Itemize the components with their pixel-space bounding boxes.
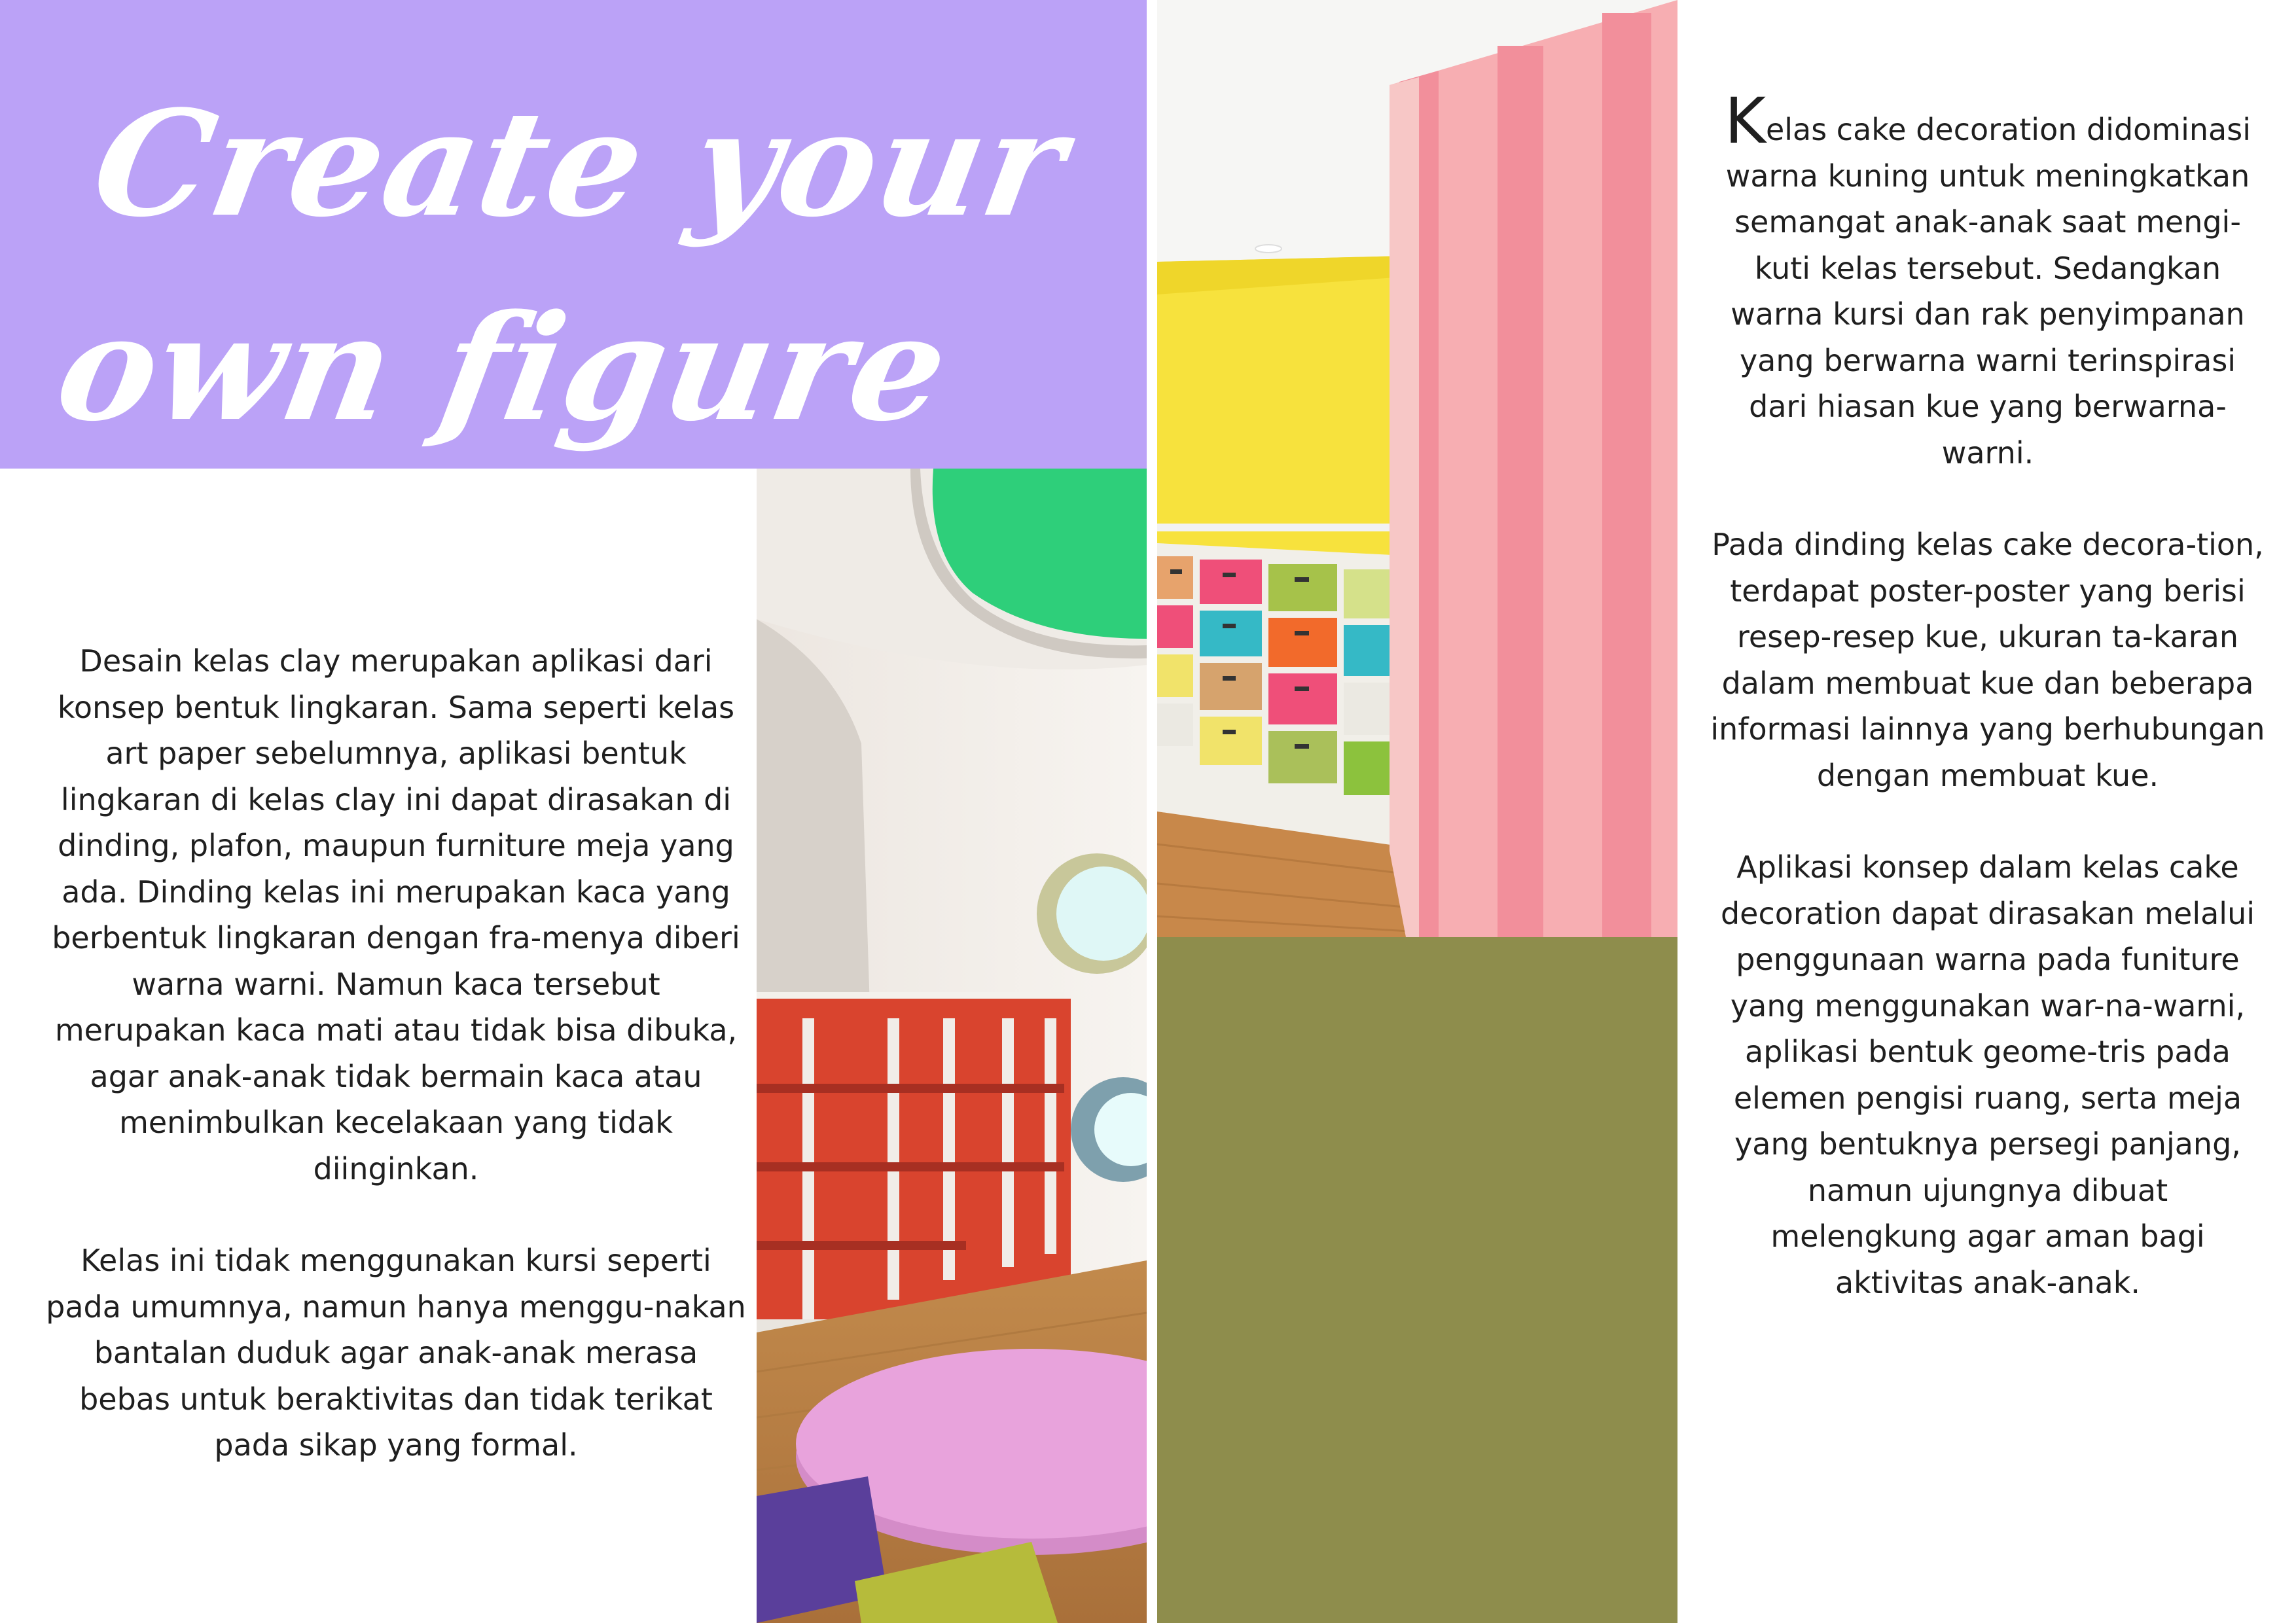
cake-paragraph-3: Aplikasi konsep dalam kelas cake decoration dapat dirasakan melalui penggunaan warna pada funiture yang menggunakan war-na-warni, aplikasi bentuk geome-tris pada elemen pengisi ruang, serta meja yang bentuknya persegi panjang, namun ujungnya dibuat melengkung agar aman bagi aktivitas anak-anak. xyxy=(1720,849,2255,1300)
clay-class-description xyxy=(46,638,746,1514)
clay-paragraph-1: Desain kelas clay merupakan aplikasi dari konsep bentuk lingkaran. Sama seperti kelas art paper sebelumnya, aplikasi bentuk lingkaran di kelas clay ini dapat dirasakan di dinding, plafon, maupun furniture meja yang ada. Dinding kelas ini merupakan kaca yang berbentuk lingkaran dengan fra-menya diberi warna warni. Namun kaca tersebut merupakan kaca mati atau tidak bisa dibuka, agar anak-anak tidak bermain kaca atau menimbulkan kecelakaan yang tidak diinginkan. xyxy=(52,643,740,1186)
page-title xyxy=(43,62,1136,471)
clay-paragraph-2: Kelas ini tidak menggunakan kursi seperti pada umumnya, namun hanya menggu-nakan bantalan duduk agar anak-anak merasa bebas untuk beraktivitas dan tidak terikat pada sikap yang formal. xyxy=(46,1243,746,1463)
cake-paragraph-1-text: elas cake decoration didominasi warna kuning untuk meningkatkan semangat anak-anak saat mengi-kuti kelas tersebut. Sedangkan warna kursi dan rak penyimpanan yang berwarna warni terinspirasi dari hiasan kue yang berwarna-warni. xyxy=(1725,112,2251,471)
drop-cap: K xyxy=(1725,84,1766,158)
olive-color-block xyxy=(1157,937,1677,1623)
title-line-1: Create your xyxy=(81,79,1079,249)
cake-class-photo xyxy=(1157,0,1677,937)
cake-paragraph-2: Pada dinding kelas cake decora-tion, terdapat poster-poster yang berisi resep-resep kue, ukuran ta-karan dalam membuat kue dan beberapa informasi lainnya yang berhubungan dengan membuat kue. xyxy=(1710,527,2265,793)
column-divider xyxy=(1147,0,1157,1623)
cake-class-description xyxy=(1710,84,2266,1351)
title-line-2: own figure xyxy=(45,283,961,454)
title-block xyxy=(0,0,1147,469)
clay-class-photo xyxy=(757,469,1147,1623)
cake-paragraph-1 xyxy=(1710,84,2266,476)
